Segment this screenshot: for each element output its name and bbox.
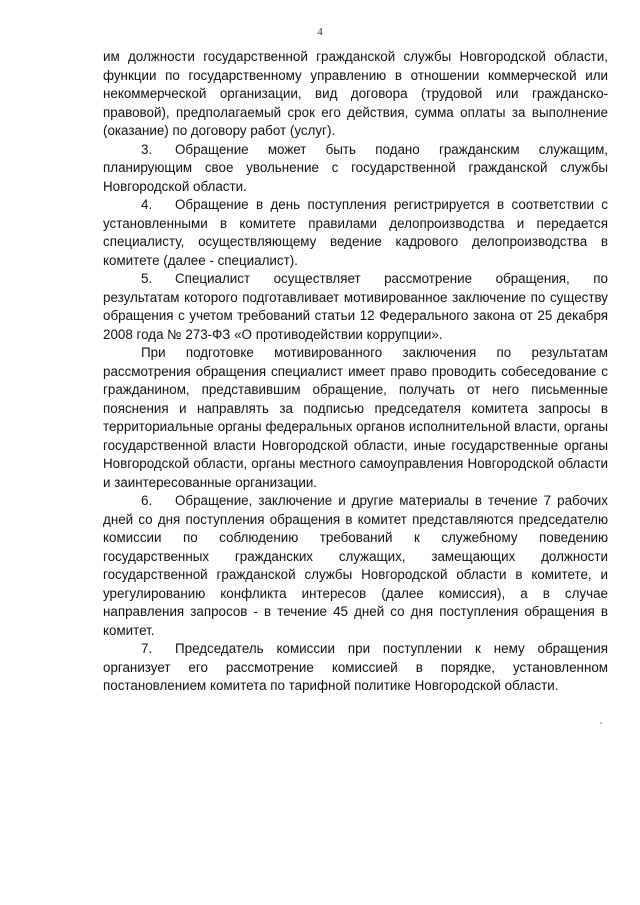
paragraph-5 bbox=[103, 270, 608, 344]
paragraph-number: 5. bbox=[141, 271, 153, 286]
paragraph-4 bbox=[103, 196, 608, 270]
paragraph-text: Специалист осуществляет рассмотрение обращения, по результатам которого подготавливает мотивированное заключение по существу обращения с учетом требований статьи 12 Федерального закона от 25 декабря 2008 года № 273-ФЗ «О противодействии коррупции». bbox=[103, 271, 608, 342]
paragraph-number: 4. bbox=[141, 197, 153, 212]
paragraph-text: При подготовке мотивированного заключения по результатам рассмотрения обращения специалист имеет право проводить собеседование с гражданином, представившим обращение, получать от него письменные пояснения и направлять за подписью председателя комитета запросы в территориальные органы федеральных органов исполнительной власти, органы государственной власти Новгородской области, иные государственные органы Новгородской области, органы местного самоуправления Новгородской области и заинтересованные организации. bbox=[103, 345, 608, 490]
scan-speck bbox=[600, 722, 602, 724]
paragraph-number: 7. bbox=[141, 641, 153, 656]
paragraph-text: Обращение может быть подано гражданским служащим, планирующим свое увольнение с государственной гражданской службы Новгородской области. bbox=[103, 141, 608, 194]
paragraph-text: Председатель комиссии при поступлении к нему обращения организует его рассмотрение комиссией в порядке, установленном постановлением комитета по тарифной политике Новгородской области. bbox=[103, 641, 608, 693]
paragraph-text: им должности государственной гражданской службы Новгородской области, функции по государственному управлению в отношении коммерческой или некоммерческой организации, вид договора (трудовой или гражданско-правовой), предполагаемый срок его действия, сумма оплаты за выполнение (оказание) по договору работ (услуг). bbox=[103, 49, 608, 138]
paragraph-5-subparagraph bbox=[103, 344, 608, 492]
paragraph-continuation bbox=[103, 48, 608, 141]
paragraph-3 bbox=[103, 141, 608, 197]
paragraph-number: 6. bbox=[141, 493, 153, 508]
paragraph-number: 3. bbox=[141, 141, 153, 157]
paragraph-6 bbox=[103, 492, 608, 640]
paragraph-text: Обращение, заключение и другие материалы в течение 7 рабочих дней со дня поступления обращения в комитет представляются председателю комиссии по соблюдению требований к служебному поведению государственных гражданских служащих, замещающих должности государственной гражданской службы Новгородской области в комитете, и урегулированию конфликта интересов (далее комиссия), а в случае направления запросов - в течение 45 дней со дня поступления обращения в комитет. bbox=[103, 493, 608, 638]
paragraph-text: Обращение в день поступления регистрируется в соответствии с установленными в комитете правилами делопроизводства и передается специалисту, осуществляющему ведение кадрового делопроизводства в комитете (далее - специалист). bbox=[103, 197, 608, 268]
page-number: 4 bbox=[317, 26, 323, 38]
paragraph-7 bbox=[103, 640, 608, 696]
document-body bbox=[103, 48, 608, 696]
